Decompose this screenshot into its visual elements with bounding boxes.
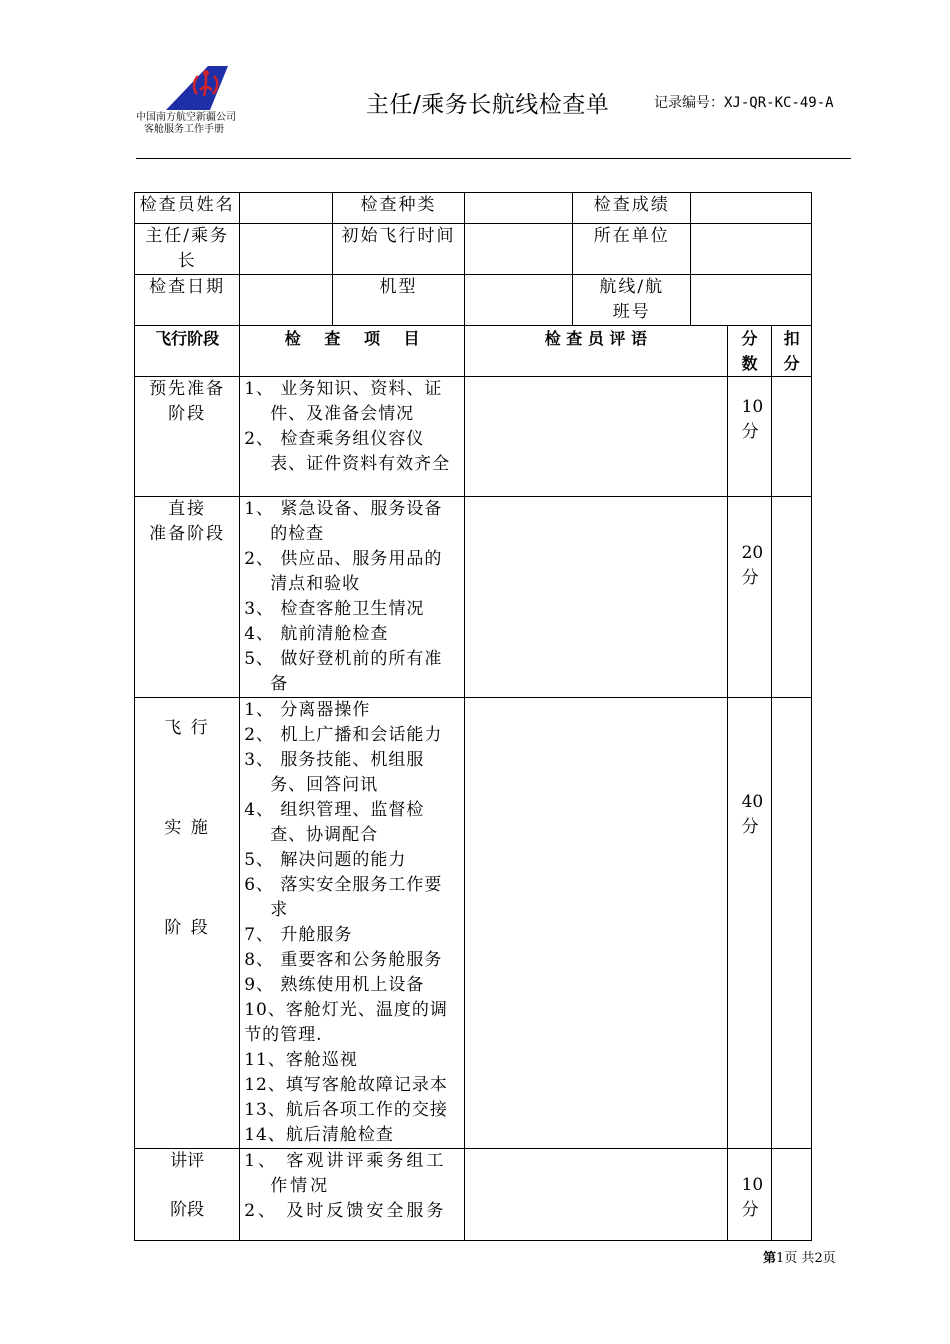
company-name: 中国南方航空新疆公司 <box>136 112 236 123</box>
page-number <box>763 1247 836 1266</box>
page-title: 主任/乘务长航线检查单 <box>366 92 610 118</box>
list-item: 7、 升舱服务 <box>244 925 353 945</box>
stage-items <box>240 1149 465 1241</box>
label-unit: 所在单位 <box>573 224 691 275</box>
page-label: 第 <box>763 1251 777 1266</box>
list-item: 3、 服务技能、机组服务、回答问讯 <box>244 750 425 795</box>
stage-name-line: 讲评 <box>170 1151 205 1171</box>
label-inspection-date: 检查日期 <box>135 275 240 326</box>
stage-name <box>135 497 240 698</box>
list-item: 1、 紧急设备、服务设备的检查 <box>244 499 443 544</box>
label-aircraft-type: 机型 <box>332 275 464 326</box>
company-logo <box>136 64 264 136</box>
page-total: 2 <box>814 1251 823 1266</box>
column-header-phase: 飞行阶段 <box>135 326 240 377</box>
stage-name: 预先准备阶段 <box>135 377 240 497</box>
comment-field[interactable] <box>465 497 727 698</box>
list-item: 10、客舱灯光、温度的调节的管理. <box>244 1000 448 1045</box>
comment-field[interactable] <box>465 377 727 497</box>
list-item: 8、 重要客和公务舱服务 <box>244 950 443 970</box>
stage-name-line: 准备阶段 <box>149 524 226 544</box>
stage-items <box>240 377 465 497</box>
deduct-field[interactable] <box>772 497 812 698</box>
list-item: 11、客舱巡视 <box>244 1050 358 1070</box>
list-item: 6、 落实安全服务工作要求 <box>244 875 443 920</box>
table-row <box>135 497 812 698</box>
label-purser: 主任/乘务长 <box>135 224 240 275</box>
deduct-field[interactable] <box>772 1149 812 1241</box>
stage-score: 40分 <box>727 698 772 1149</box>
column-header-points: 分数 <box>727 326 772 377</box>
column-header-comments: 检 查 员 评 语 <box>465 326 727 377</box>
list-item: 5、 解决问题的能力 <box>244 850 407 870</box>
comment-field[interactable] <box>465 698 727 1149</box>
field-inspection-score[interactable] <box>691 193 812 224</box>
stage-items <box>240 497 465 698</box>
stage-name-line: 实 施 <box>164 818 210 838</box>
deduct-field[interactable] <box>772 377 812 497</box>
label-initial-flight-time: 初始飞行时间 <box>332 224 464 275</box>
airline-logo-icon <box>164 64 230 112</box>
field-inspector-name[interactable] <box>240 193 333 224</box>
field-initial-flight-time[interactable] <box>465 224 573 275</box>
field-inspection-date[interactable] <box>240 275 333 326</box>
table-row <box>135 698 812 1149</box>
stage-score: 20分 <box>727 497 772 698</box>
list-item: 9、 熟练使用机上设备 <box>244 975 425 995</box>
list-item: 4、 航前清舱检查 <box>244 624 389 644</box>
list-item: 1、 业务知识、资料、证件、及准备会情况 <box>244 379 443 424</box>
stage-name-line: 直接 <box>168 499 207 519</box>
manual-name: 客舱服务工作手册 <box>144 124 224 135</box>
list-item: 1、 客观讲评乘务组工作情况 <box>244 1151 447 1196</box>
list-item: 5、 做好登机前的所有准备 <box>244 649 443 694</box>
stage-score: 10分 <box>727 1149 772 1241</box>
field-purser[interactable] <box>240 224 333 275</box>
list-item: 13、航后各项工作的交接 <box>244 1100 448 1120</box>
record-number: 记录编号：XJ-QR-KC-49-A <box>654 95 834 111</box>
list-item: 1、 分离器操作 <box>244 700 371 720</box>
label-inspection-type: 检查种类 <box>332 193 464 224</box>
list-item: 3、 检查客舱卫生情况 <box>244 599 425 619</box>
stage-items <box>240 698 465 1149</box>
field-unit[interactable] <box>691 224 812 275</box>
page-end: 页 <box>822 1251 836 1266</box>
table-row <box>135 377 812 497</box>
header-divider <box>136 158 851 159</box>
table-row <box>135 1149 812 1241</box>
comment-field[interactable] <box>465 1149 727 1241</box>
label-route-flight: 航线/航班号 <box>573 275 691 326</box>
stage-name <box>135 698 240 1149</box>
list-item: 2、 及时反馈安全服务 <box>244 1201 447 1221</box>
field-route-flight[interactable] <box>691 275 812 326</box>
page-mid: 页 共 <box>784 1251 815 1266</box>
stage-name-line: 飞 行 <box>164 718 210 738</box>
label-inspector-name: 检查员姓名 <box>135 193 240 224</box>
label-inspection-score: 检查成绩 <box>573 193 691 224</box>
page-current: 1 <box>776 1251 785 1266</box>
list-item: 2、 检查乘务组仪容仪表、证件资料有效齐全 <box>244 429 451 474</box>
column-header-deduct: 扣分 <box>772 326 812 377</box>
column-header-items: 检 查 项 目 <box>240 326 465 377</box>
list-item: 12、填写客舱故障记录本 <box>244 1075 448 1095</box>
inspection-form <box>134 192 812 1241</box>
stage-name <box>135 1149 240 1241</box>
list-item: 2、 供应品、服务用品的清点和验收 <box>244 549 443 594</box>
field-aircraft-type[interactable] <box>465 275 573 326</box>
deduct-field[interactable] <box>772 698 812 1149</box>
stage-name-line: 阶段 <box>170 1200 205 1220</box>
list-item: 4、 组织管理、监督检查、协调配合 <box>244 800 425 845</box>
list-item: 14、航后清舱检查 <box>244 1125 394 1145</box>
stage-name-line: 阶 段 <box>164 918 210 938</box>
stage-score: 10分 <box>727 377 772 497</box>
list-item: 2、 机上广播和会话能力 <box>244 725 443 745</box>
field-inspection-type[interactable] <box>465 193 573 224</box>
